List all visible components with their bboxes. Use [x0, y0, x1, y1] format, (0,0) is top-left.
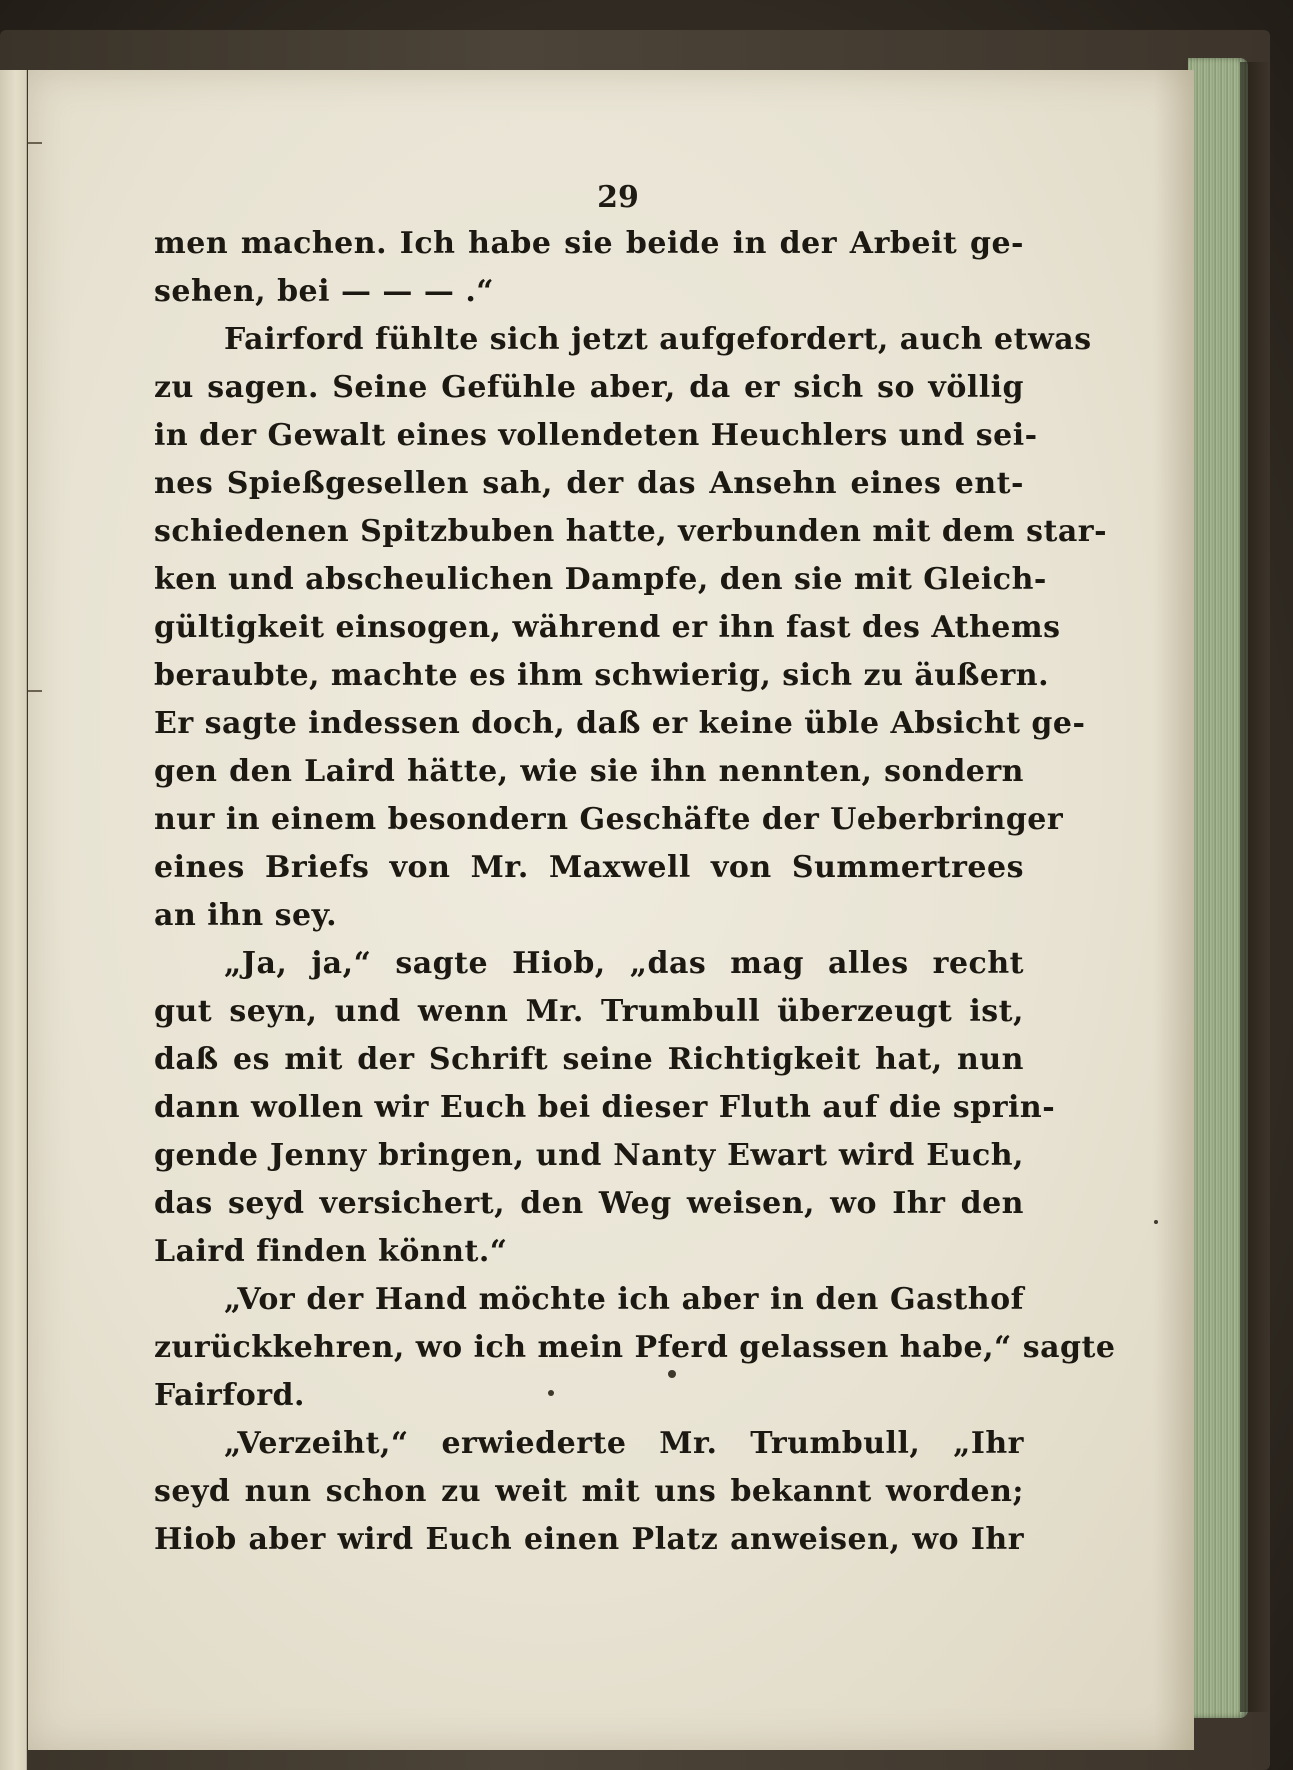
text-line: das seyd versichert, den Weg weisen, wo Ihr den — [154, 1186, 1024, 1221]
text-line: gut seyn, und wenn Mr. Trumbull überzeugt ist, — [154, 994, 1024, 1029]
text-line: nes Spießgesellen sah, der das Ansehn eines ent- — [154, 466, 1024, 501]
ink-speck — [548, 1390, 554, 1396]
gutter-mark — [28, 690, 42, 692]
page-number: 29 — [597, 180, 639, 215]
gutter-mark — [28, 142, 42, 144]
text-line: „Vor der Hand möchte ich aber in den Gasthof — [224, 1282, 1024, 1317]
text-line: „Verzeiht,“ erwiederte Mr. Trumbull, „Ihr — [224, 1426, 1024, 1461]
ink-speck — [1154, 1220, 1158, 1224]
text-line: nur in einem besondern Geschäfte der Ueberbringer — [154, 802, 1064, 837]
text-line: „Ja, ja,“ sagte Hiob, „das mag alles recht — [224, 946, 1024, 981]
body-text — [154, 220, 1116, 1564]
text-line: daß es mit der Schrift seine Richtigkeit hat, nun — [154, 1042, 1024, 1077]
text-line: Er sagte indessen doch, daß er keine üble Absicht ge- — [154, 706, 1086, 741]
text-line: beraubte, machte es ihm schwierig, sich zu äußern. — [154, 658, 1050, 693]
ink-speck — [668, 1370, 676, 1378]
text-line: an ihn sey. — [154, 898, 338, 933]
text-line: ken und abscheulichen Dampfe, den sie mit Gleich- — [154, 562, 1047, 597]
text-line: gültigkeit einsogen, während er ihn fast des Athems — [154, 610, 1061, 645]
facing-page-edge — [0, 70, 27, 1770]
text-line: Hiob aber wird Euch einen Platz anweisen, wo Ihr — [154, 1522, 1024, 1557]
text-line: Fairford. — [154, 1378, 305, 1413]
text-line: gende Jenny bringen, und Nanty Ewart wird Euch, — [154, 1138, 1024, 1173]
text-line: schiedenen Spitzbuben hatte, verbunden mit dem star- — [154, 514, 1108, 549]
text-line: zurückkehren, wo ich mein Pferd gelassen habe,“ sagte — [154, 1330, 1116, 1365]
text-line: sehen, bei — — — .“ — [154, 274, 495, 309]
text-line: seyd nun schon zu weit mit uns bekannt worden; — [154, 1474, 1024, 1509]
text-line: Fairford fühlte sich jetzt aufgefordert, auch etwas — [224, 322, 1092, 357]
page-stack-edge — [1188, 58, 1248, 1718]
text-line: eines Briefs von Mr. Maxwell von Summertrees — [154, 850, 1024, 885]
text-line: zu sagen. Seine Gefühle aber, da er sich so völlig — [154, 370, 1024, 405]
text-line: in der Gewalt eines vollendeten Heuchlers und sei- — [154, 418, 1038, 453]
text-line: dann wollen wir Euch bei dieser Fluth auf die sprin- — [154, 1090, 1056, 1125]
page-stack-shadow — [1240, 62, 1270, 1712]
text-line: gen den Laird hätte, wie sie ihn nennten, sondern — [154, 754, 1024, 789]
text-line: men machen. Ich habe sie beide in der Arbeit ge- — [154, 226, 1024, 261]
text-line: Laird finden könnt.“ — [154, 1234, 508, 1269]
book-page — [28, 70, 1194, 1750]
